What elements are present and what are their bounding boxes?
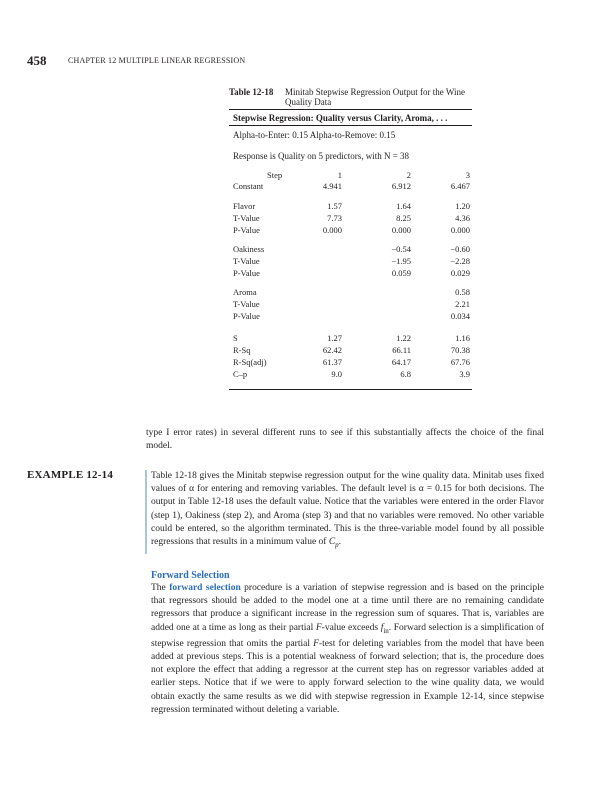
table-row bbox=[229, 287, 472, 299]
table-row-label: P-Value bbox=[233, 225, 260, 235]
table-cell: 0.000 bbox=[391, 225, 411, 235]
table-row bbox=[229, 256, 472, 268]
f-in-subscript: in bbox=[383, 626, 389, 635]
table-row bbox=[229, 268, 472, 280]
table-cell: 9.0 bbox=[331, 369, 342, 379]
intro-paragraph: type I error rates) in several different runs to see if this substantially affects the choice of the final model. bbox=[146, 428, 544, 452]
table-cell: 61.37 bbox=[322, 357, 342, 367]
table-alpha-line: Alpha-to-Enter: 0.15 Alpha-to-Remove: 0.15 bbox=[233, 130, 396, 140]
forward-selection-paragraph bbox=[151, 582, 544, 717]
table-row-label: Constant bbox=[233, 181, 264, 191]
fs-keyword: forward selection bbox=[169, 583, 241, 593]
table-row bbox=[229, 225, 472, 237]
table-cell: 64.17 bbox=[391, 357, 411, 367]
table-row bbox=[229, 213, 472, 225]
table-cell: 4.36 bbox=[455, 213, 470, 223]
table-cell: 66.11 bbox=[392, 345, 411, 355]
table-cell: 62.42 bbox=[322, 345, 342, 355]
table-cell: 1.64 bbox=[396, 201, 411, 211]
example-paragraph bbox=[151, 470, 544, 552]
fs-text-5: -test for deleting variables from the model that have been added at previous steps. This is a potential weakness of forward selection; that is, the procedure does not explore the effect that adding a regressor at the current step has on regressor variables added at earlier steps. Notice that if we were to apply forward selection to the wine quality data, we would obtain exactly the same results as we did with stepwise regression in Example 12-14, since stepwise regression terminated without deleting a variable. bbox=[151, 638, 544, 715]
table-row-label: S bbox=[233, 333, 238, 343]
example-accent-bar bbox=[145, 470, 147, 554]
table-cell: 6.8 bbox=[400, 369, 411, 379]
table-row-label: C–p bbox=[233, 369, 248, 379]
table-row-label: R-Sq(adj) bbox=[233, 357, 267, 367]
table-row-label: T-Value bbox=[233, 213, 260, 223]
table-row-label: P-Value bbox=[233, 311, 260, 321]
table-title: Stepwise Regression: Quality versus Clarity, Aroma, . . . bbox=[233, 113, 448, 123]
table-cell: 6.467 bbox=[450, 181, 470, 191]
cp-subscript: p bbox=[335, 540, 339, 549]
table-row bbox=[229, 345, 472, 357]
f-symbol: F bbox=[315, 622, 322, 633]
table-caption-number: Table 12-18 bbox=[229, 87, 274, 97]
table-row bbox=[229, 181, 472, 193]
table-cell: −1.95 bbox=[391, 256, 411, 266]
table-cell: 0.58 bbox=[455, 287, 470, 297]
table-row bbox=[229, 244, 472, 256]
table-row-label: R-Sq bbox=[233, 345, 251, 355]
table-row bbox=[229, 369, 472, 381]
f-symbol-2: F bbox=[313, 638, 319, 649]
table-cell: −0.60 bbox=[450, 244, 470, 254]
table-cell: 67.76 bbox=[450, 357, 470, 367]
table-row bbox=[229, 201, 472, 213]
page-number: 458 bbox=[27, 53, 47, 68]
table-cell: 7.73 bbox=[327, 213, 342, 223]
table-cell: 1.22 bbox=[396, 333, 411, 343]
table-row bbox=[229, 357, 472, 369]
table-row-label: Aroma bbox=[233, 287, 257, 297]
fs-text-2: procedure is a variation of stepwise regression and is based on the principle that regressors should be added to the model one at a time until there are no remaining candidate regressors that produce a significant increase in the regression sum of squares. That is, variables are added one at a time as long as their partial bbox=[151, 583, 544, 633]
fs-text-4: . Forward selection is a simplification of stepwise regression that omits the partial bbox=[151, 622, 544, 649]
table-cell: 0.000 bbox=[322, 225, 342, 235]
f-in-symbol: f bbox=[380, 622, 384, 633]
table-cell: 1.20 bbox=[455, 201, 470, 211]
table-cell: −2.28 bbox=[450, 256, 470, 266]
table-cell: 0.029 bbox=[450, 268, 470, 278]
example-text-a: Table 12-18 gives the Minitab stepwise regression output for the wine quality data. Minitab uses fixed values of α for entering and removing variables. The default level is α = 0.15 for both decisions. The output in Table 12-18 uses the default value. Notice that the variables were entered in the order Flavor (step 1), Oakiness (step 2), and Aroma (step 3) and that no variables were removed. No other variable could be entered, so the algorithm terminated. This is the three-variable model found by all possible regressions that results in a minimum value of bbox=[151, 471, 544, 548]
table-cell: 2.21 bbox=[455, 299, 470, 309]
table-row-label: T-Value bbox=[233, 299, 260, 309]
table-cell: 6.912 bbox=[391, 181, 411, 191]
table-row bbox=[229, 311, 472, 323]
table-response-line: Response is Quality on 5 predictors, with N = 38 bbox=[233, 151, 410, 161]
table-cell: 1.27 bbox=[327, 333, 342, 343]
table-row-label: Step bbox=[267, 170, 283, 180]
table-cell: 3.9 bbox=[459, 369, 470, 379]
table-row-label: Oakiness bbox=[233, 244, 265, 254]
example-text-b: . bbox=[338, 537, 342, 548]
table-top-rule bbox=[229, 109, 472, 110]
table-cell-step3: 3 bbox=[465, 170, 470, 180]
table-bottom-rule bbox=[229, 389, 472, 390]
table-cell: 70.38 bbox=[450, 345, 470, 355]
chapter-header: CHAPTER 12 MULTIPLE LINEAR REGRESSION bbox=[68, 56, 246, 65]
table-cell: 8.25 bbox=[396, 213, 411, 223]
table-row-label: T-Value bbox=[233, 256, 260, 266]
table-row-label: P-Value bbox=[233, 268, 260, 278]
table-cell: 1.16 bbox=[455, 333, 470, 343]
table-title-rule bbox=[229, 125, 472, 126]
table-cell: 0.059 bbox=[391, 268, 411, 278]
table-cell: 1.57 bbox=[327, 201, 342, 211]
cp-symbol: C bbox=[328, 537, 336, 548]
fs-text-3: -value exceeds bbox=[321, 622, 381, 633]
table-cell: 4.941 bbox=[322, 181, 342, 191]
section-heading: Forward Selection bbox=[151, 570, 230, 581]
table-cell: 0.000 bbox=[450, 225, 470, 235]
table-row bbox=[229, 333, 472, 345]
fs-text-1: The bbox=[151, 583, 170, 593]
table-caption-text: Minitab Stepwise Regression Output for the Wine Quality Data bbox=[285, 87, 465, 107]
table-cell: −0.54 bbox=[391, 244, 411, 254]
table-cell-step2: 2 bbox=[406, 170, 411, 180]
example-label: EXAMPLE 12-14 bbox=[27, 469, 114, 481]
table-cell: 0.034 bbox=[450, 311, 470, 321]
table-row bbox=[229, 299, 472, 311]
table-row-label: Flavor bbox=[233, 201, 256, 211]
table-cell-step1: 1 bbox=[337, 170, 342, 180]
